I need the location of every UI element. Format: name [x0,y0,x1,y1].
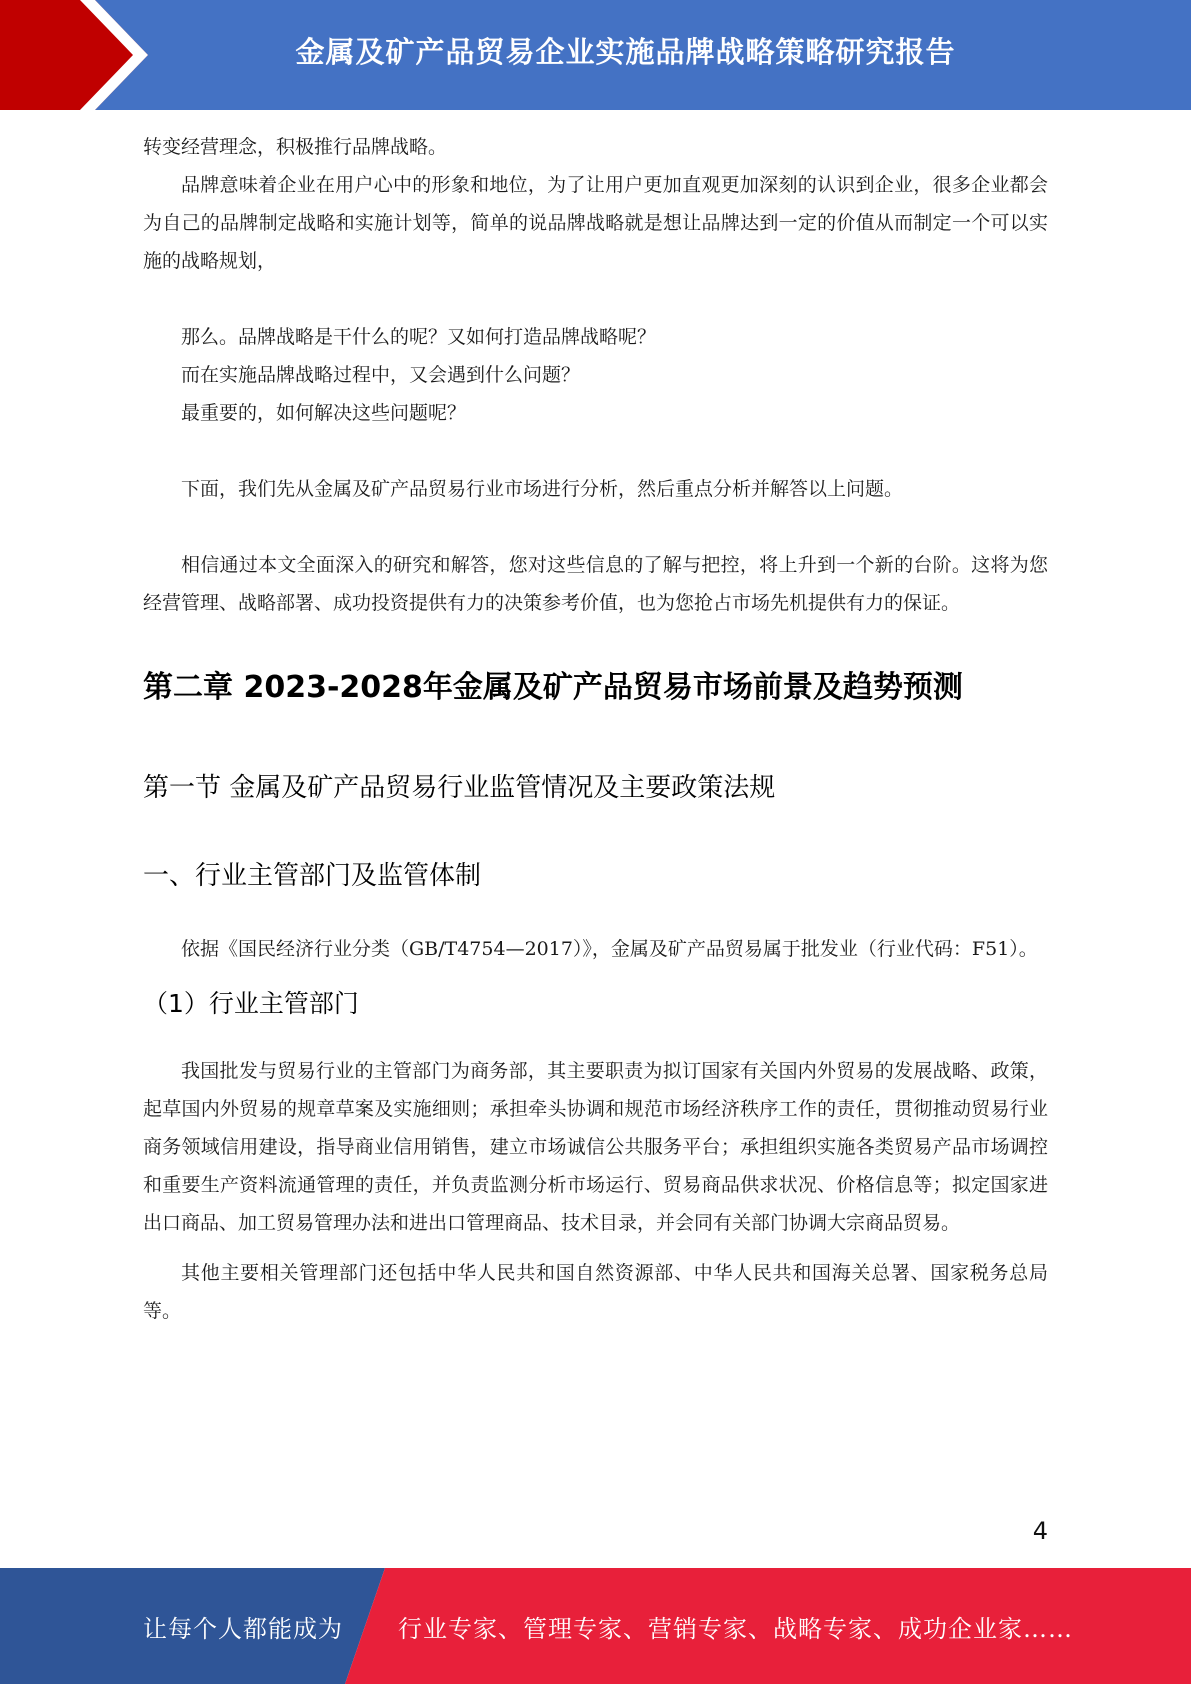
item-title: （1）行业主管部门 [143,989,359,1018]
chapter-title: 第二章 2023-2028年金属及矿产品贸易市场前景及趋势预测 [143,670,963,705]
paragraph-6: 我国批发与贸易行业的主管部门为商务部，其主要职责为拟订国家有关国内外贸易的发展战略、政策，起草国内外贸易的规章草案及实施细则；承担牵头协调和规范市场经济秩序工作的责任，贯彻推动贸易行业商务领域信用建设，指导商业信用销售，建立市场诚信公共服务平台；承担组织实施各类贸易产品市场调控和重要生产资料流通管理的责任，并负责监测分析市场运行、贸易商品供求状况、价格信息等；拟定国家进出口商品、加工贸易管理办法和进出口管理商品、技术目录，并会同有关部门协调大宗商品贸易。 [143,1060,1048,1234]
paragraph-5: 依据《国民经济行业分类（GB/T4754—2017）》，金属及矿产品贸易属于批发业（行业代码：F51）。 [181,938,1038,960]
paragraph-3: 下面，我们先从金属及矿产品贸易行业市场进行分析，然后重点分析并解答以上问题。 [181,478,904,500]
paragraph-7: 其他主要相关管理部门还包括中华人民共和国自然资源部、中华人民共和国海关总署、国家税务总局等。 [143,1262,1048,1322]
footer-slogan-left: 让每个人都能成为 [143,1614,343,1643]
question-1: 那么。品牌战略是干什么的呢？又如何打造品牌战略呢？ [181,326,657,348]
paragraph-4: 相信通过本文全面深入的研究和解答，您对这些信息的了解与把控，将上升到一个新的台阶。这将为您经营管理、战略部署、成功投资提供有力的决策参考价值，也为您抢占市场先机提供有力的保证。 [143,554,1048,614]
header-title: 金属及矿产品贸易企业实施品牌战略策略研究报告 [295,34,956,69]
subsection-title: 一、行业主管部门及监管体制 [143,861,482,891]
paragraph-2: 品牌意味着企业在用户心中的形象和地位，为了让用户更加直观更加深刻的认识到企业，很多企业都会为自己的品牌制定战略和实施计划等，简单的说品牌战略就是想让品牌达到一定的价值从而制定一个可以实施的战略规划， [143,174,1048,272]
section-title: 第一节 金属及矿产品贸易行业监管情况及主要政策法规 [143,773,776,803]
footer-slogan-right: 行业专家、管理专家、营销专家、战略专家、成功企业家…… [398,1614,1073,1643]
page-footer [0,1568,1191,1684]
question-2: 而在实施品牌战略过程中，又会遇到什么问题？ [181,364,581,386]
paragraph-1: 转变经营理念，积极推行品牌战略。 [143,136,448,158]
page-content [143,128,1048,1330]
page-header [0,0,1191,110]
page-number: 4 [1032,1517,1048,1545]
question-3: 最重要的，如何解决这些问题呢？ [181,402,467,424]
